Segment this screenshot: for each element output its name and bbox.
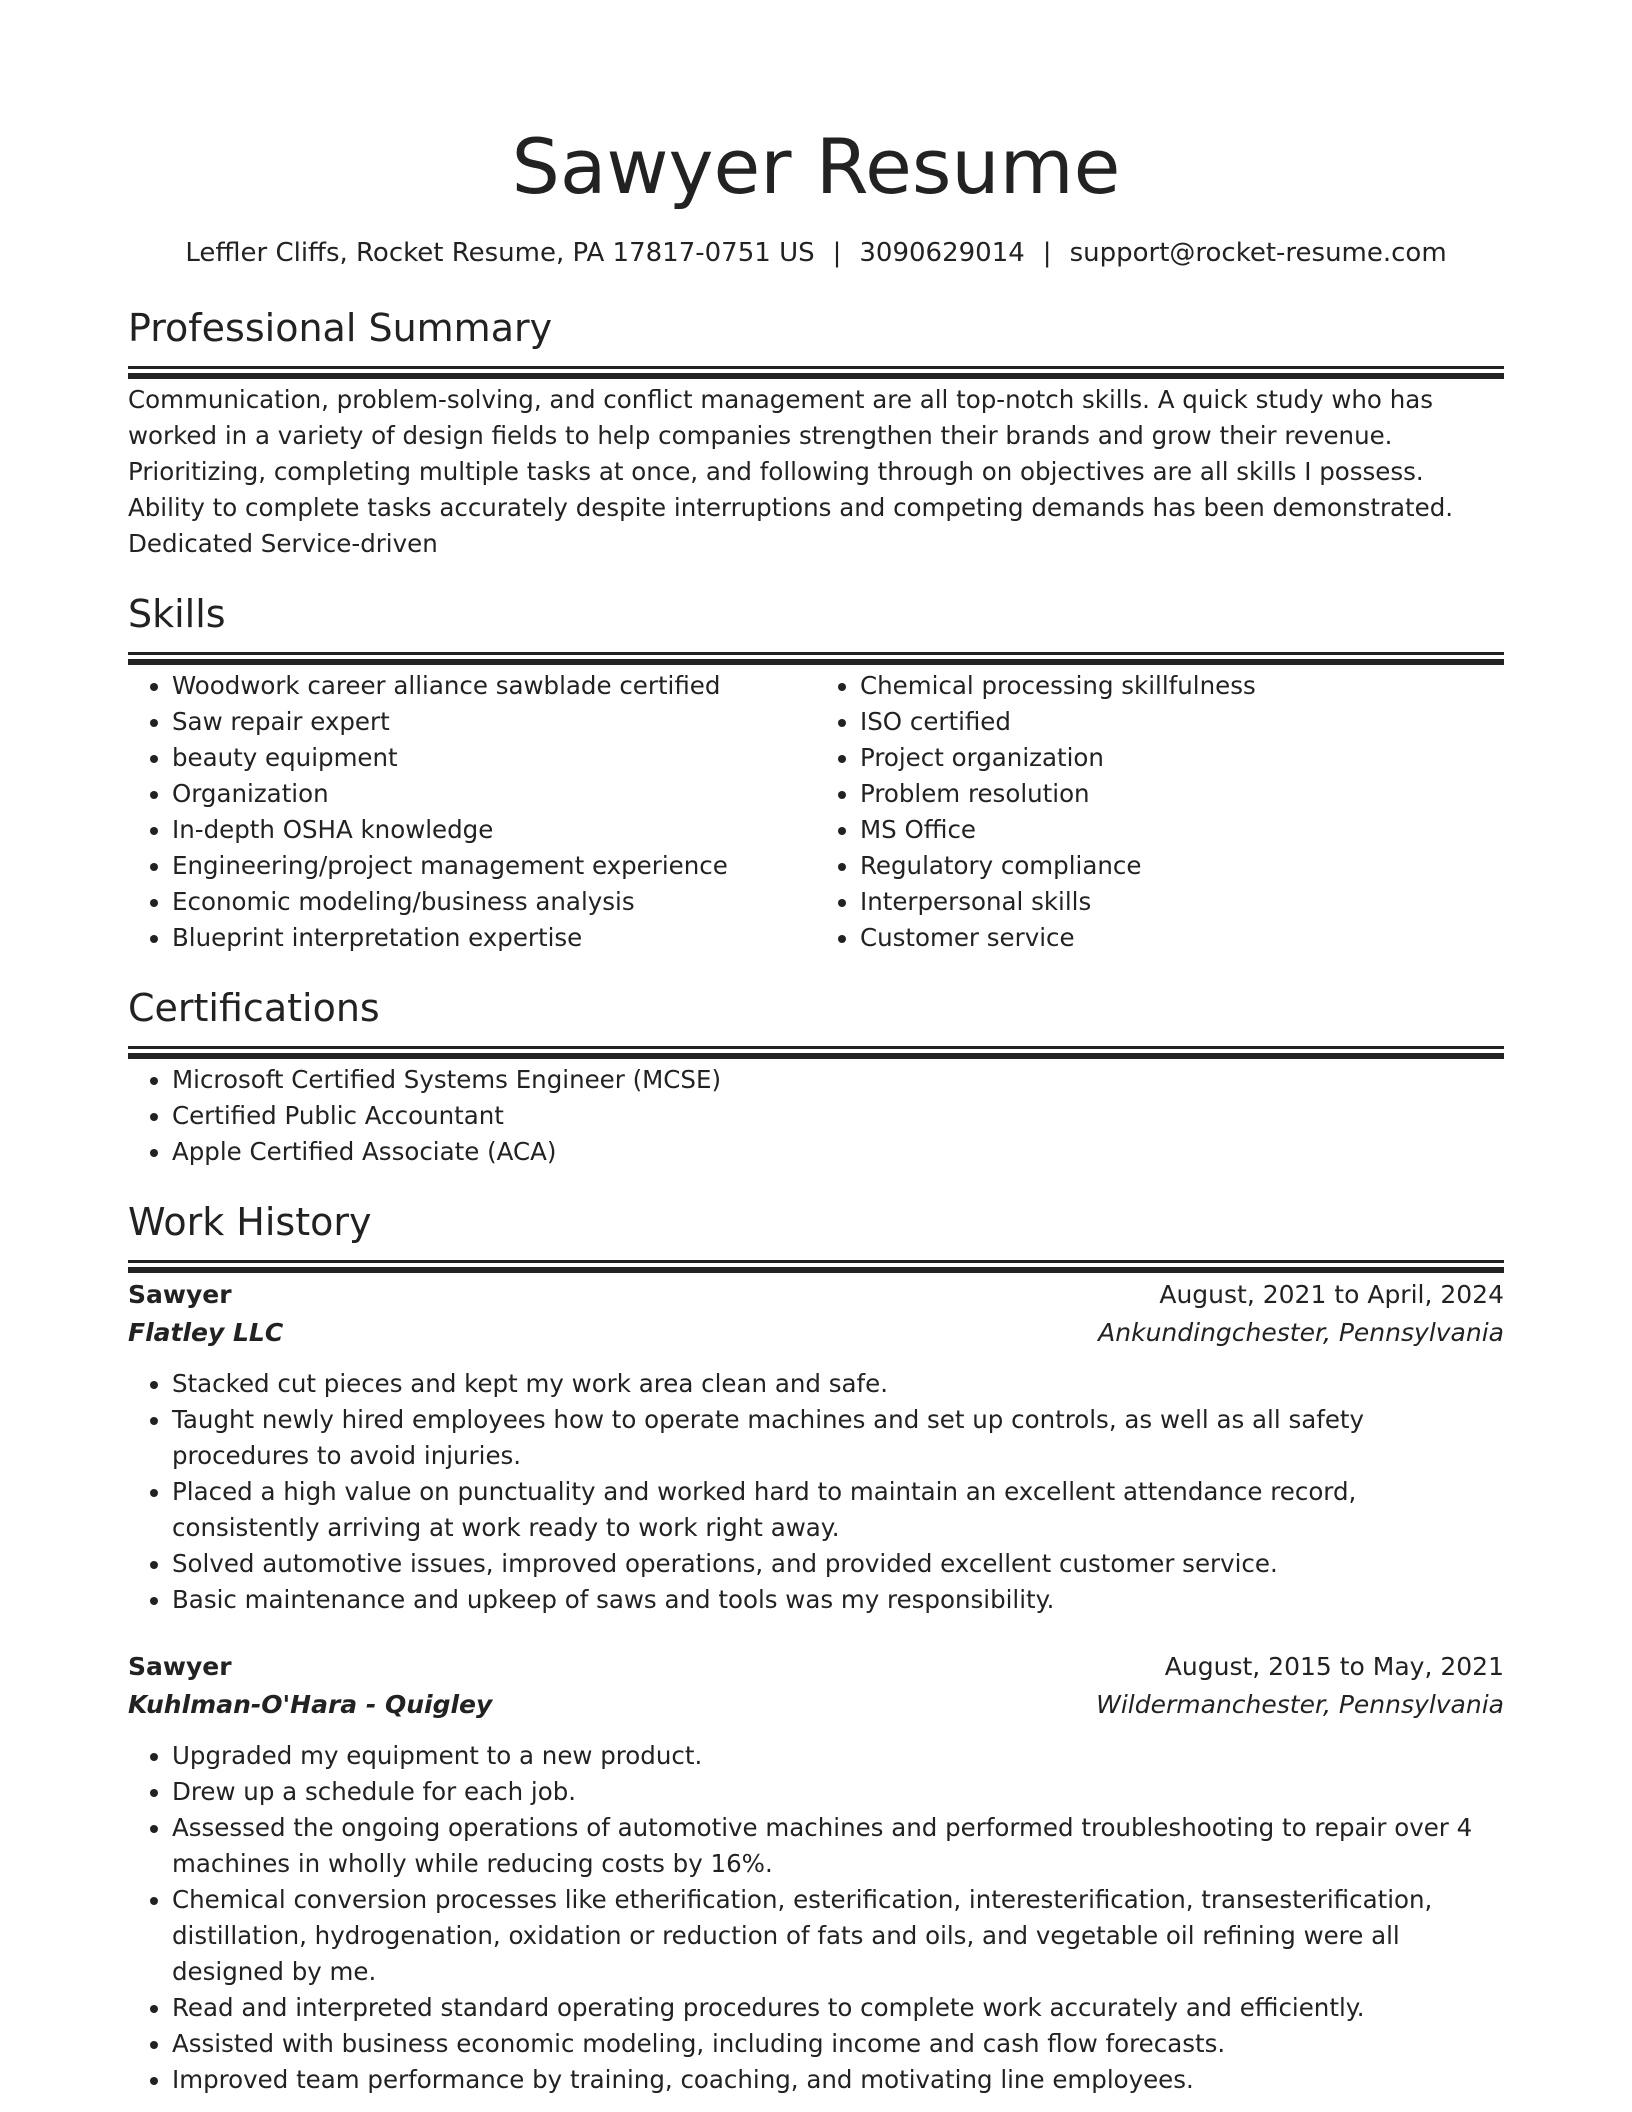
job-subheader (128, 1686, 1504, 1724)
job-bullet: • Assessed the ongoing operations of automotive machines and performed troubleshooting to repair over 4 machines in wholly while reducing costs by 16%. (172, 1810, 1504, 1882)
job-bullet: • Upgraded my equipment to a new product. (172, 1738, 1504, 1774)
job-subheader (128, 1314, 1504, 1352)
skill-item: • Customer service (860, 920, 1504, 956)
skill-item: • Economic modeling/business analysis (172, 884, 816, 920)
skill-item: • Blueprint interpretation expertise (172, 920, 816, 956)
job-bullets (128, 1366, 1504, 1618)
job-bullet: • Read and interpreted standard operating procedures to complete work accurately and efficiently. (172, 1990, 1504, 2026)
certifications-list (128, 1062, 1504, 1170)
contact-address: Leffler Cliffs, Rocket Resume, PA 17817-0751 US (185, 238, 815, 268)
contact-email: support@rocket-resume.com (1069, 238, 1447, 268)
job-bullet: • Placed a high value on punctuality and worked hard to maintain an excellent attendance record, consistently arriving at work ready to work right away. (172, 1474, 1504, 1546)
job-title: Sawyer (128, 1280, 232, 1309)
job-header (128, 1276, 1504, 1314)
skills-section (128, 590, 1504, 956)
job-entry (128, 1276, 1504, 1618)
job-bullet: • Assisted with business economic modeling, including income and cash flow forecasts. (172, 2026, 1504, 2062)
job-bullet: • Chemical conversion processes like etherification, esterification, interesterification, transesterification, distillation, hydrogenation, oxidation or reduction of fats and oils, and vegetable oil refining were all designed by me. (172, 1882, 1504, 1990)
job-dates: August, 2021 to April, 2024 (1159, 1280, 1504, 1309)
job-bullet: • Solved automotive issues, improved operations, and provided excellent customer service. (172, 1546, 1504, 1582)
job-location: Wildermanchester, Pennsylvania (1096, 1690, 1504, 1719)
skill-item: • Interpersonal skills (860, 884, 1504, 920)
skill-item: • Problem resolution (860, 776, 1504, 812)
contact-phone: 3090629014 (859, 238, 1025, 268)
job-bullets (128, 1738, 1504, 2098)
skills-columns (128, 668, 1504, 956)
section-divider (128, 1046, 1504, 1049)
skill-item: • Engineering/project management experience (172, 848, 816, 884)
summary-text: Communication, problem-solving, and conflict management are all top-notch skills. A quick study who has worked in a variety of design fields to help companies strengthen their brands and grow their revenue. Prioritizing, completing multiple tasks at once, and following through on objectives are all skills I possess. Ability to complete tasks accurately despite interruptions and competing demands has been demonstrated. Dedicated Service-driven (128, 385, 1454, 558)
skill-item: • Saw repair expert (172, 704, 816, 740)
work-history-heading: Work History (128, 1200, 372, 1244)
job-bullet: • Taught newly hired employees how to operate machines and set up controls, as well as all safety procedures to avoid injuries. (172, 1402, 1504, 1474)
candidate-name: Sawyer Resume (511, 122, 1121, 211)
contact-separator: | (832, 238, 842, 268)
job-header (128, 1648, 1504, 1686)
job-company: Kuhlman-O'Hara - Quigley (128, 1690, 493, 1719)
job-entry (128, 1648, 1504, 2098)
contact-separator: | (1042, 238, 1052, 268)
job-bullet: • Stacked cut pieces and kept my work area clean and safe. (172, 1366, 1504, 1402)
skill-item: • beauty equipment (172, 740, 816, 776)
job-location: Ankundingchester, Pennsylvania (1098, 1318, 1504, 1347)
job-bullet: • Basic maintenance and upkeep of saws and tools was my responsibility. (172, 1582, 1504, 1618)
job-title: Sawyer (128, 1652, 232, 1681)
summary-section (128, 304, 1504, 562)
skill-item: • In-depth OSHA knowledge (172, 812, 816, 848)
certification-item: • Apple Certified Associate (ACA) (172, 1134, 1504, 1170)
work-history-section (128, 1198, 1504, 2098)
skill-item: • ISO certified (860, 704, 1504, 740)
job-company: Flatley LLC (128, 1318, 284, 1347)
section-divider (128, 366, 1504, 369)
job-bullet: • Drew up a schedule for each job. (172, 1774, 1504, 1810)
job-bullet: • Improved team performance by training, coaching, and motivating line employees. (172, 2062, 1504, 2098)
certification-item: • Microsoft Certified Systems Engineer (MCSE) (172, 1062, 1504, 1098)
certification-item: • Certified Public Accountant (172, 1098, 1504, 1134)
job-dates: August, 2015 to May, 2021 (1164, 1652, 1504, 1681)
contact-line (128, 236, 1504, 270)
skill-item: • Regulatory compliance (860, 848, 1504, 884)
skill-item: • MS Office (860, 812, 1504, 848)
skills-list-right (816, 668, 1504, 956)
summary-heading: Professional Summary (128, 306, 553, 350)
certifications-heading: Certifications (128, 986, 380, 1030)
skill-item: • Woodwork career alliance sawblade certified (172, 668, 816, 704)
section-divider (128, 1260, 1504, 1263)
certifications-section (128, 984, 1504, 1170)
skill-item: • Organization (172, 776, 816, 812)
section-divider (128, 652, 1504, 655)
skill-item: • Project organization (860, 740, 1504, 776)
skills-heading: Skills (128, 592, 226, 636)
skill-item: • Chemical processing skillfulness (860, 668, 1504, 704)
skills-list-left (128, 668, 816, 956)
